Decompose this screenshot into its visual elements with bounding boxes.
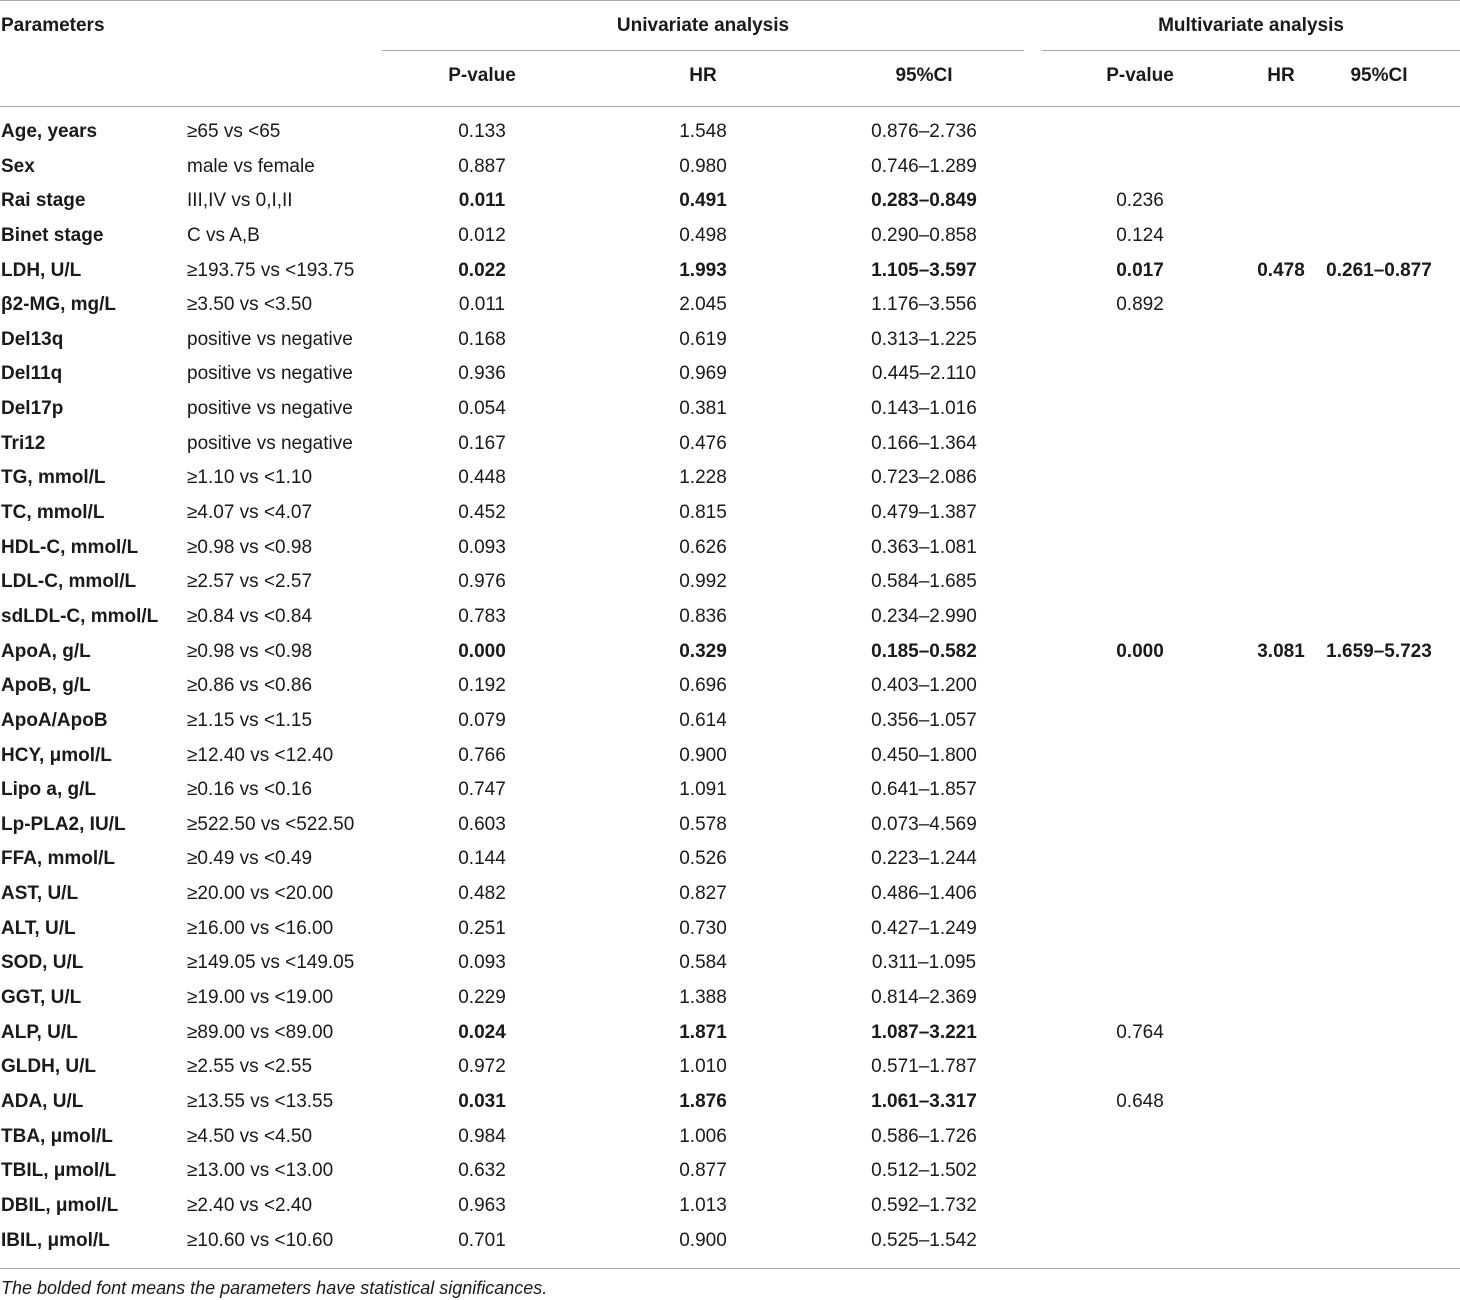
uni-hr-cell: 0.900 xyxy=(679,744,727,766)
uni-pvalue-cell: 0.093 xyxy=(458,952,506,974)
parameter-name-cell: Binet stage xyxy=(1,224,104,246)
uni-hr-cell: 1.010 xyxy=(679,1056,727,1078)
uni-pvalue-cell: 0.192 xyxy=(458,675,506,697)
parameter-name-cell: ApoA, g/L xyxy=(1,640,91,662)
uni-pvalue-cell: 0.766 xyxy=(458,744,506,766)
parameter-name-cell: LDH, U/L xyxy=(1,259,82,281)
parameter-name-cell: Del17p xyxy=(1,398,64,420)
comparison-cell: positive vs negative xyxy=(187,398,353,420)
header-multi-ci: 95%CI xyxy=(1350,65,1408,86)
table-body xyxy=(0,115,1460,1258)
uni-ci-cell: 0.223–1.244 xyxy=(871,848,977,870)
parameter-name-cell: ALT, U/L xyxy=(1,917,76,939)
table-row xyxy=(0,1154,1460,1189)
multi-ci-cell: 0.261–0.877 xyxy=(1326,259,1432,281)
uni-hr-cell: 1.548 xyxy=(679,121,727,142)
uni-pvalue-cell: 0.024 xyxy=(458,1021,506,1043)
parameter-name-cell: Sex xyxy=(1,155,35,177)
uni-ci-cell: 0.592–1.732 xyxy=(871,1194,977,1216)
parameter-name-cell: Del11q xyxy=(1,363,63,385)
uni-pvalue-cell: 0.783 xyxy=(458,605,506,627)
uni-ci-cell: 0.450–1.800 xyxy=(871,744,977,766)
table-bottom-rule xyxy=(0,1268,1460,1269)
uni-ci-cell: 0.584–1.685 xyxy=(871,571,977,593)
uni-ci-cell: 0.283–0.849 xyxy=(871,190,977,212)
comparison-cell: ≥89.00 vs <89.00 xyxy=(187,1021,334,1043)
uni-hr-cell: 1.091 xyxy=(679,779,727,801)
uni-ci-cell: 0.445–2.110 xyxy=(871,363,977,385)
parameter-name-cell: GGT, U/L xyxy=(1,987,82,1009)
uni-pvalue-cell: 0.011 xyxy=(458,294,506,316)
parameter-name-cell: HCY, μmol/L xyxy=(1,744,112,766)
uni-pvalue-cell: 0.972 xyxy=(458,1056,506,1078)
table-row xyxy=(0,600,1460,635)
table-row xyxy=(0,496,1460,531)
uni-hr-cell: 0.619 xyxy=(679,328,727,350)
comparison-cell: ≥13.55 vs <13.55 xyxy=(187,1090,334,1112)
table-row xyxy=(0,392,1460,427)
table-row xyxy=(0,808,1460,843)
uni-hr-cell: 0.329 xyxy=(679,640,727,662)
header-uni-ci: 95%CI xyxy=(895,65,953,86)
uni-ci-cell: 0.525–1.542 xyxy=(871,1229,977,1251)
uni-hr-cell: 0.491 xyxy=(679,190,727,212)
uni-ci-cell: 1.176–3.556 xyxy=(871,294,977,316)
uni-pvalue-cell: 0.984 xyxy=(458,1125,506,1147)
comparison-cell: ≥0.84 vs <0.84 xyxy=(187,605,313,627)
comparison-cell: ≥0.98 vs <0.98 xyxy=(187,536,313,558)
table-row xyxy=(0,461,1460,496)
uni-hr-cell: 0.980 xyxy=(679,155,727,177)
uni-pvalue-cell: 0.936 xyxy=(458,363,506,385)
uni-ci-cell: 0.363–1.081 xyxy=(871,536,977,558)
uni-pvalue-cell: 0.167 xyxy=(458,432,506,454)
header-multi-hr: HR xyxy=(1267,65,1295,86)
comparison-cell: ≥3.50 vs <3.50 xyxy=(187,294,313,316)
table-row xyxy=(0,635,1460,670)
table-row xyxy=(0,739,1460,774)
comparison-cell: ≥0.98 vs <0.98 xyxy=(187,640,313,662)
uni-ci-cell: 1.087–3.221 xyxy=(871,1021,977,1043)
uni-ci-cell: 0.313–1.225 xyxy=(871,328,977,350)
table-row xyxy=(0,842,1460,877)
comparison-cell: ≥0.86 vs <0.86 xyxy=(187,675,313,697)
uni-ci-cell: 0.311–1.095 xyxy=(871,952,977,974)
uni-pvalue-cell: 0.976 xyxy=(458,571,506,593)
parameter-name-cell: GLDH, U/L xyxy=(1,1056,96,1078)
comparison-cell: ≥2.57 vs <2.57 xyxy=(187,571,313,593)
multi-pvalue-cell: 0.892 xyxy=(1116,294,1164,316)
comparison-cell: positive vs negative xyxy=(187,432,353,454)
comparison-cell: ≥149.05 vs <149.05 xyxy=(187,952,355,974)
uni-hr-cell: 0.614 xyxy=(679,709,727,731)
comparison-cell: ≥2.40 vs <2.40 xyxy=(187,1194,313,1216)
parameter-name-cell: LDL-C, mmol/L xyxy=(1,571,137,593)
univariate-underline xyxy=(382,50,1024,51)
uni-pvalue-cell: 0.482 xyxy=(458,883,506,905)
parameter-name-cell: IBIL, μmol/L xyxy=(1,1229,110,1251)
uni-pvalue-cell: 0.887 xyxy=(458,155,506,177)
multi-pvalue-cell: 0.764 xyxy=(1116,1021,1164,1043)
parameter-name-cell: ADA, U/L xyxy=(1,1090,84,1112)
uni-ci-cell: 0.641–1.857 xyxy=(871,779,977,801)
uni-pvalue-cell: 0.133 xyxy=(458,121,506,142)
comparison-cell: ≥16.00 vs <16.00 xyxy=(187,917,334,939)
uni-ci-cell: 0.479–1.387 xyxy=(871,502,977,524)
parameter-name-cell: Lipo a, g/L xyxy=(1,779,96,801)
comparison-cell: ≥19.00 vs <19.00 xyxy=(187,987,334,1009)
comparison-cell: III,IV vs 0,I,II xyxy=(187,190,293,212)
uni-ci-cell: 0.486–1.406 xyxy=(871,883,977,905)
comparison-cell: ≥20.00 vs <20.00 xyxy=(187,883,334,905)
parameter-name-cell: β2-MG, mg/L xyxy=(1,294,117,316)
parameter-name-cell: AST, U/L xyxy=(1,883,79,905)
uni-ci-cell: 1.061–3.317 xyxy=(871,1090,977,1112)
comparison-cell: ≥0.16 vs <0.16 xyxy=(187,779,313,801)
comparison-cell: ≥13.00 vs <13.00 xyxy=(187,1160,334,1182)
table-row xyxy=(0,184,1460,219)
uni-hr-cell: 0.476 xyxy=(679,432,727,454)
comparison-cell: ≥10.60 vs <10.60 xyxy=(187,1229,334,1251)
parameter-name-cell: ALP, U/L xyxy=(1,1021,78,1043)
uni-ci-cell: 0.723–2.086 xyxy=(871,467,977,489)
uni-ci-cell: 0.185–0.582 xyxy=(871,640,977,662)
table-row xyxy=(0,254,1460,289)
table-row xyxy=(0,704,1460,739)
uni-hr-cell: 1.871 xyxy=(679,1021,727,1043)
parameter-name-cell: TBIL, μmol/L xyxy=(1,1160,117,1182)
comparison-cell: male vs female xyxy=(187,155,315,177)
uni-hr-cell: 2.045 xyxy=(679,294,727,316)
uni-pvalue-cell: 0.747 xyxy=(458,779,506,801)
parameter-name-cell: Lp-PLA2, IU/L xyxy=(1,813,126,835)
uni-pvalue-cell: 0.000 xyxy=(458,640,506,662)
table-row xyxy=(0,357,1460,392)
comparison-cell: C vs A,B xyxy=(187,224,260,246)
multivariate-underline xyxy=(1042,50,1460,51)
parameter-name-cell: Del13q xyxy=(1,328,64,350)
uni-hr-cell: 0.877 xyxy=(679,1160,727,1182)
header-uni-pvalue: P-value xyxy=(448,65,516,86)
uni-pvalue-cell: 0.011 xyxy=(458,190,506,212)
uni-hr-cell: 0.836 xyxy=(679,605,727,627)
uni-hr-cell: 1.228 xyxy=(679,467,727,489)
parameter-name-cell: TC, mmol/L xyxy=(1,502,105,524)
header-parameters: Parameters xyxy=(1,15,105,36)
multi-pvalue-cell: 0.017 xyxy=(1116,259,1164,281)
parameter-name-cell: DBIL, μmol/L xyxy=(1,1194,119,1216)
table-row xyxy=(0,219,1460,254)
header-multivariate: Multivariate analysis xyxy=(1158,15,1344,36)
uni-pvalue-cell: 0.031 xyxy=(458,1090,506,1112)
parameter-name-cell: TG, mmol/L xyxy=(1,467,106,489)
table-row xyxy=(0,877,1460,912)
multi-ci-cell: 1.659–5.723 xyxy=(1326,640,1432,662)
parameter-name-cell: Age, years xyxy=(1,121,98,142)
comparison-cell: ≥4.50 vs <4.50 xyxy=(187,1125,313,1147)
uni-ci-cell: 0.356–1.057 xyxy=(871,709,977,731)
uni-hr-cell: 1.876 xyxy=(679,1090,727,1112)
uni-hr-cell: 0.498 xyxy=(679,224,727,246)
uni-ci-cell: 0.143–1.016 xyxy=(871,398,977,420)
uni-ci-cell: 0.512–1.502 xyxy=(871,1160,977,1182)
table-row xyxy=(0,946,1460,981)
multi-pvalue-cell: 0.648 xyxy=(1116,1090,1164,1112)
multi-pvalue-cell: 0.124 xyxy=(1116,224,1164,246)
uni-ci-cell: 1.105–3.597 xyxy=(871,259,977,281)
top-rule xyxy=(0,0,1460,1)
parameter-name-cell: Tri12 xyxy=(1,432,46,454)
uni-hr-cell: 0.900 xyxy=(679,1229,727,1251)
comparison-cell: ≥65 vs <65 xyxy=(187,121,281,142)
header-multi-pvalue: P-value xyxy=(1106,65,1174,86)
uni-pvalue-cell: 0.448 xyxy=(458,467,506,489)
uni-ci-cell: 0.571–1.787 xyxy=(871,1056,977,1078)
table-row xyxy=(0,323,1460,358)
uni-pvalue-cell: 0.452 xyxy=(458,502,506,524)
comparison-cell: positive vs negative xyxy=(187,328,353,350)
uni-hr-cell: 0.526 xyxy=(679,848,727,870)
uni-pvalue-cell: 0.963 xyxy=(458,1194,506,1216)
uni-pvalue-cell: 0.054 xyxy=(458,398,506,420)
uni-hr-cell: 0.578 xyxy=(679,813,727,835)
table-row xyxy=(0,912,1460,947)
uni-pvalue-cell: 0.251 xyxy=(458,917,506,939)
uni-hr-cell: 1.013 xyxy=(679,1194,727,1216)
table-row xyxy=(0,669,1460,704)
header-univariate: Univariate analysis xyxy=(616,15,790,36)
parameter-name-cell: ApoB, g/L xyxy=(1,675,91,697)
uni-hr-cell: 1.388 xyxy=(679,987,727,1009)
uni-hr-cell: 0.730 xyxy=(679,917,727,939)
uni-ci-cell: 0.746–1.289 xyxy=(871,155,977,177)
header-uni-hr: HR xyxy=(689,65,717,86)
uni-pvalue-cell: 0.603 xyxy=(458,813,506,835)
table-row xyxy=(0,1016,1460,1051)
uni-ci-cell: 0.814–2.369 xyxy=(871,987,977,1009)
table-row xyxy=(0,1224,1460,1259)
comparison-cell: ≥4.07 vs <4.07 xyxy=(187,502,313,524)
parameter-name-cell: ApoA/ApoB xyxy=(1,709,108,731)
comparison-cell: ≥193.75 vs <193.75 xyxy=(187,259,355,281)
multi-pvalue-cell: 0.000 xyxy=(1116,640,1164,662)
uni-pvalue-cell: 0.022 xyxy=(458,259,506,281)
uni-pvalue-cell: 0.079 xyxy=(458,709,506,731)
multi-hr-cell: 3.081 xyxy=(1257,640,1305,662)
uni-ci-cell: 0.166–1.364 xyxy=(871,432,977,454)
parameter-name-cell: SOD, U/L xyxy=(1,952,84,974)
table-row xyxy=(0,427,1460,462)
parameter-name-cell: TBA, μmol/L xyxy=(1,1125,113,1147)
comparison-cell: ≥1.15 vs <1.15 xyxy=(187,709,313,731)
header-bottom-rule xyxy=(0,106,1460,107)
uni-ci-cell: 0.876–2.736 xyxy=(871,121,977,142)
comparison-cell: ≥2.55 vs <2.55 xyxy=(187,1056,313,1078)
comparison-cell: ≥522.50 vs <522.50 xyxy=(187,813,355,835)
table-row xyxy=(0,1050,1460,1085)
uni-pvalue-cell: 0.229 xyxy=(458,987,506,1009)
table-row xyxy=(0,565,1460,600)
uni-hr-cell: 0.696 xyxy=(679,675,727,697)
comparison-cell: ≥1.10 vs <1.10 xyxy=(187,467,313,489)
uni-pvalue-cell: 0.701 xyxy=(458,1229,506,1251)
comparison-cell: positive vs negative xyxy=(187,363,353,385)
parameter-name-cell: sdLDL-C, mmol/L xyxy=(1,605,159,627)
table-footnote: The bolded font means the parameters have statistical significances. xyxy=(1,1278,548,1298)
parameter-name-cell: HDL-C, mmol/L xyxy=(1,536,139,558)
comparison-cell: ≥0.49 vs <0.49 xyxy=(187,848,313,870)
uni-hr-cell: 1.993 xyxy=(679,259,727,281)
uni-hr-cell: 0.815 xyxy=(679,502,727,524)
multi-hr-cell: 0.478 xyxy=(1257,259,1305,281)
multi-pvalue-cell: 0.236 xyxy=(1116,190,1164,212)
table-row xyxy=(0,150,1460,185)
uni-hr-cell: 0.992 xyxy=(679,571,727,593)
uni-pvalue-cell: 0.144 xyxy=(458,848,506,870)
uni-hr-cell: 0.827 xyxy=(679,883,727,905)
table-row xyxy=(0,531,1460,566)
uni-ci-cell: 0.403–1.200 xyxy=(871,675,977,697)
uni-ci-cell: 0.234–2.990 xyxy=(871,605,977,627)
uni-pvalue-cell: 0.093 xyxy=(458,536,506,558)
table-row xyxy=(0,115,1460,150)
uni-pvalue-cell: 0.632 xyxy=(458,1160,506,1182)
uni-ci-cell: 0.073–4.569 xyxy=(871,813,977,835)
table-row xyxy=(0,1189,1460,1224)
uni-hr-cell: 0.381 xyxy=(679,398,727,420)
table-row xyxy=(0,288,1460,323)
comparison-cell: ≥12.40 vs <12.40 xyxy=(187,744,334,766)
uni-pvalue-cell: 0.168 xyxy=(458,328,506,350)
table-row xyxy=(0,1120,1460,1155)
uni-ci-cell: 0.427–1.249 xyxy=(871,917,977,939)
uni-hr-cell: 1.006 xyxy=(679,1125,727,1147)
uni-hr-cell: 0.969 xyxy=(679,363,727,385)
uni-ci-cell: 0.290–0.858 xyxy=(871,224,977,246)
uni-hr-cell: 0.584 xyxy=(679,952,727,974)
table-row xyxy=(0,773,1460,808)
parameter-name-cell: FFA, mmol/L xyxy=(1,848,115,870)
parameter-name-cell: Rai stage xyxy=(1,190,86,212)
uni-pvalue-cell: 0.012 xyxy=(458,224,506,246)
table-row xyxy=(0,1085,1460,1120)
uni-ci-cell: 0.586–1.726 xyxy=(871,1125,977,1147)
table-row xyxy=(0,981,1460,1016)
uni-hr-cell: 0.626 xyxy=(679,536,727,558)
